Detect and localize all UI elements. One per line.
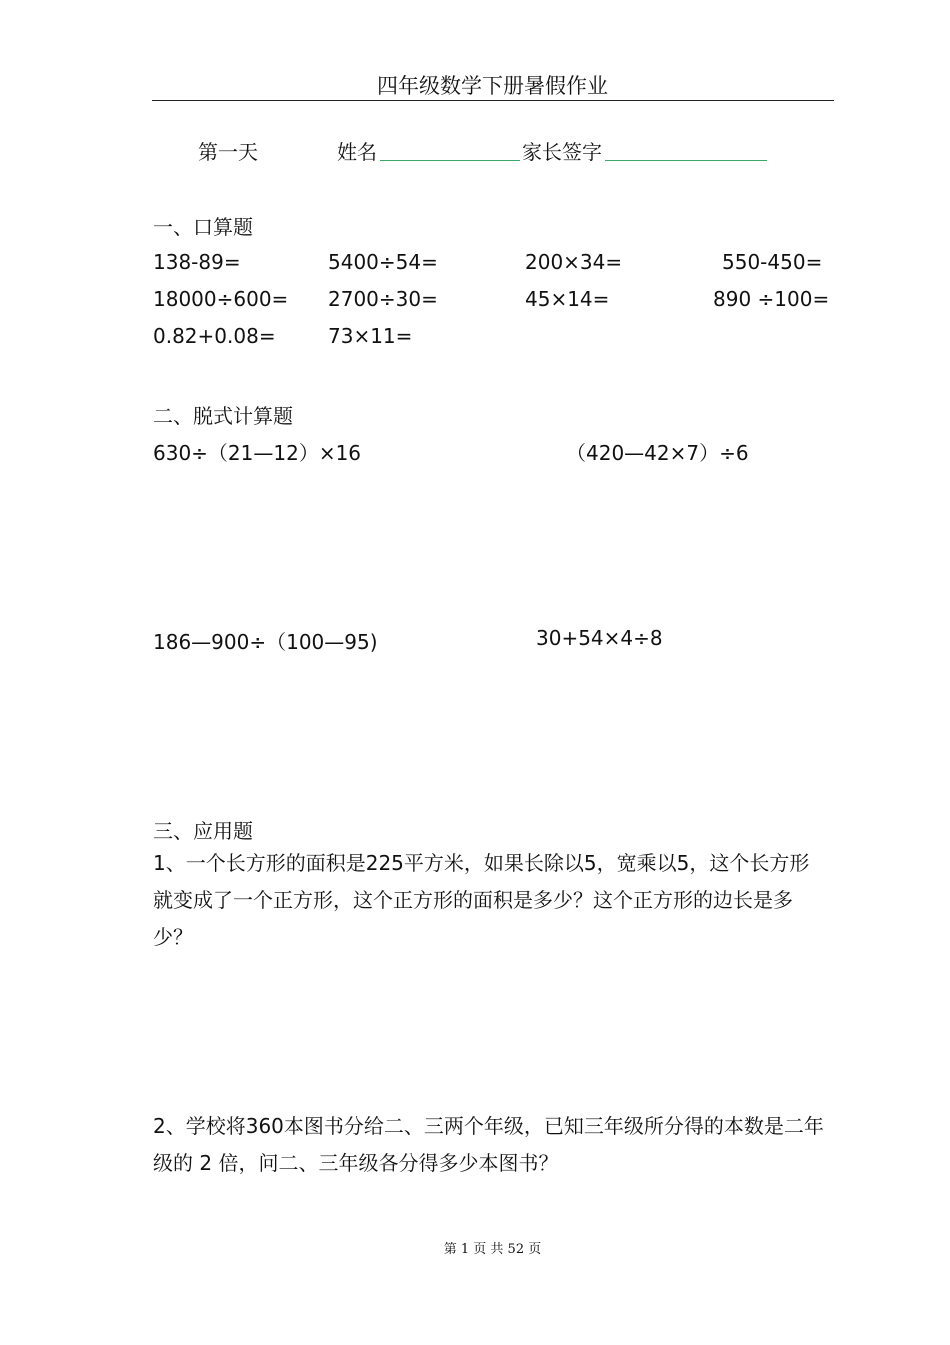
oral-item: 45×14= [525, 287, 610, 311]
section3-title: 三、应用题 [153, 819, 253, 843]
word-problem-1-line: 就变成了一个正方形，这个正方形的面积是多少？这个正方形的边长是多 [153, 888, 793, 912]
word-problem-2-line: 级的 2 倍，问二、三年级各分得多少本图书？ [153, 1151, 559, 1175]
oral-item: 18000÷600= [153, 287, 289, 311]
oral-item: 0.82+0.08= [153, 324, 276, 348]
oral-item: 550-450= [722, 250, 823, 274]
name-field-line [380, 138, 520, 161]
page-header-title: 四年级数学下册暑假作业 [377, 74, 608, 98]
word-problem-1-line: 1、一个长方形的面积是225平方米，如果长除以5，宽乘以5，这个长方形 [153, 851, 810, 875]
word-problem-1 [153, 845, 843, 956]
parent-signature-label: 家长签字 [522, 140, 602, 164]
oral-item: 5400÷54= [328, 250, 438, 274]
oral-item: 138-89= [153, 250, 241, 274]
page-footer: 第 1 页 共 52 页 [443, 1242, 542, 1257]
oral-item: 73×11= [328, 324, 413, 348]
day-label: 第一天 [198, 140, 258, 164]
word-problem-2-line: 2、学校将360本图书分给二、三两个年级，已知三年级所分得的本数是二年 [153, 1114, 824, 1138]
section1-title: 一、口算题 [153, 215, 253, 239]
calc-item: 630÷（21—12）×16 [153, 441, 362, 465]
oral-item: 200×34= [525, 250, 623, 274]
calc-item: 30+54×4÷8 [536, 626, 663, 650]
calc-item: 186—900÷（100—95) [153, 630, 378, 654]
calc-item: （420—42×7）÷6 [566, 441, 749, 465]
section2-title: 二、脱式计算题 [153, 404, 293, 428]
parent-signature-field-line [605, 138, 767, 161]
oral-item: 890 ÷100= [713, 287, 830, 311]
header-divider [152, 100, 834, 101]
word-problem-1-line: 少？ [153, 925, 193, 949]
oral-item: 2700÷30= [328, 287, 438, 311]
word-problem-2 [153, 1108, 843, 1182]
name-label: 姓名 [337, 140, 377, 164]
